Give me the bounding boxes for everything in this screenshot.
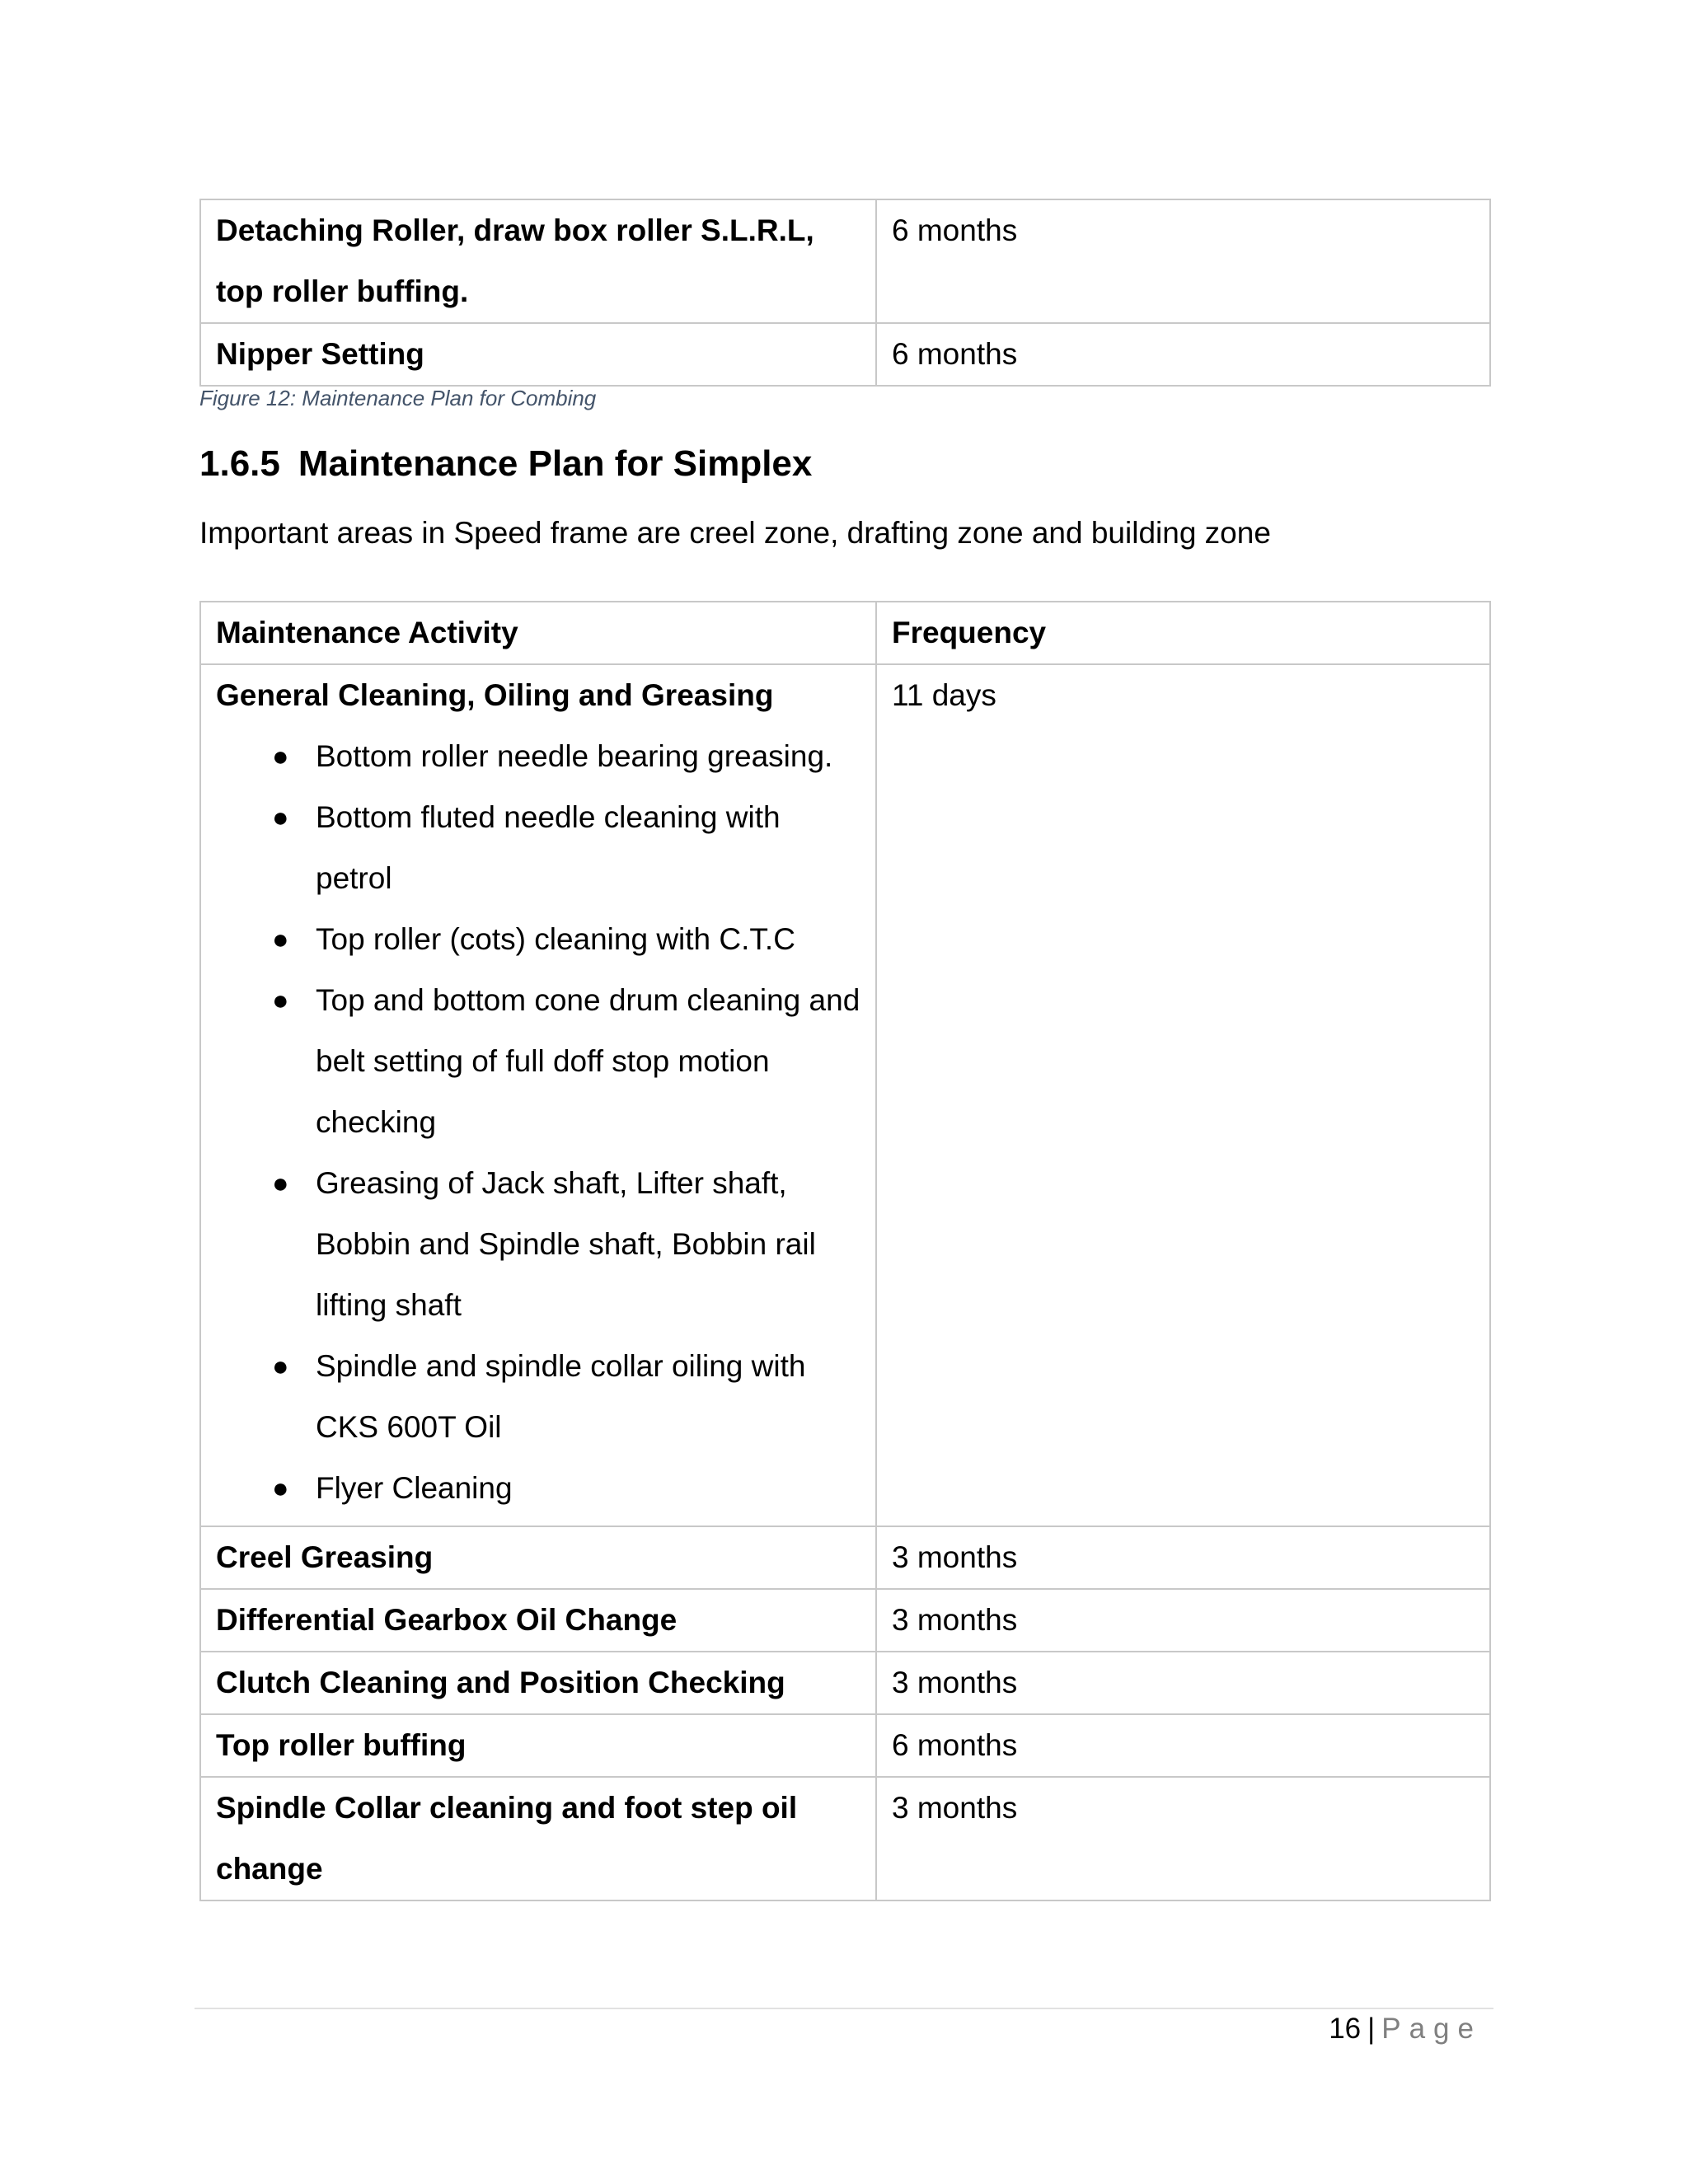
- activity-cell: Spindle Collar cleaning and foot step oil change: [200, 1777, 876, 1900]
- column-header-activity: Maintenance Activity: [200, 602, 876, 664]
- frequency-cell: 3 months: [876, 1526, 1490, 1589]
- list-item: ● Top and bottom cone drum cleaning and belt setting of full doff stop motion checking: [216, 970, 860, 1153]
- figure-caption: Figure 12: Maintenance Plan for Combing: [199, 386, 597, 410]
- table-row: [200, 199, 1490, 323]
- activity-cell: Top roller buffing: [200, 1714, 876, 1777]
- list-item: ● Bottom roller needle bearing greasing.: [216, 726, 860, 787]
- frequency-cell: 11 days: [876, 664, 1490, 1526]
- page-number: 16: [1329, 2013, 1362, 2045]
- bullet-icon: ●: [272, 802, 289, 833]
- list-item: ● Greasing of Jack shaft, Lifter shaft, Bobbin and Spindle shaft, Bobbin rail lifting shaft: [216, 1153, 860, 1336]
- page-footer: [1329, 2013, 1482, 2046]
- frequency-cell: 3 months: [876, 1652, 1490, 1714]
- bullet-icon: ●: [272, 1351, 289, 1382]
- list-item: ● Flyer Cleaning: [216, 1458, 860, 1519]
- table-row: [200, 1589, 1490, 1652]
- combing-maintenance-table: [199, 199, 1491, 387]
- frequency-cell: 6 months: [876, 323, 1490, 386]
- table-row: [200, 1526, 1490, 1589]
- table-row: [200, 1714, 1490, 1777]
- list-item: ● Bottom fluted needle cleaning with petrol: [216, 787, 860, 909]
- bullet-icon: ●: [272, 1473, 289, 1504]
- activity-cell: Creel Greasing: [200, 1526, 876, 1589]
- list-item: ● Spindle and spindle collar oiling with CKS 600T Oil: [216, 1336, 860, 1458]
- section-heading: [199, 443, 812, 485]
- bullet-icon: ●: [272, 985, 289, 1016]
- activity-cell: [200, 664, 876, 1526]
- frequency-cell: 6 months: [876, 1714, 1490, 1777]
- table-row: [200, 1777, 1490, 1900]
- intro-paragraph: Important areas in Speed frame are creel zone, drafting zone and building zone: [199, 516, 1271, 550]
- table-row: [200, 1652, 1490, 1714]
- section-title: Maintenance Plan for Simplex: [298, 443, 813, 484]
- activity-cell: Nipper Setting: [200, 323, 876, 386]
- bullet-list: [216, 726, 860, 1526]
- table-header-row: [200, 602, 1490, 664]
- table-row: [200, 323, 1490, 386]
- bullet-icon: ●: [272, 741, 289, 772]
- activity-title: General Cleaning, Oiling and Greasing: [216, 678, 774, 712]
- column-header-frequency: Frequency: [876, 602, 1490, 664]
- bullet-icon: ●: [272, 924, 289, 955]
- simplex-maintenance-table: [199, 601, 1491, 1901]
- frequency-cell: 6 months: [876, 199, 1490, 323]
- footer-divider: [195, 2008, 1493, 2009]
- bullet-icon: ●: [272, 1168, 289, 1199]
- activity-cell: Detaching Roller, draw box roller S.L.R.L, top roller buffing.: [200, 199, 876, 323]
- section-number: 1.6.5: [199, 443, 280, 484]
- activity-cell: Differential Gearbox Oil Change: [200, 1589, 876, 1652]
- table-row: [200, 664, 1490, 1526]
- activity-cell: Clutch Cleaning and Position Checking: [200, 1652, 876, 1714]
- frequency-cell: 3 months: [876, 1589, 1490, 1652]
- footer-separator: |: [1367, 2013, 1376, 2045]
- list-item: ● Top roller (cots) cleaning with C.T.C: [216, 909, 860, 970]
- frequency-cell: 3 months: [876, 1777, 1490, 1900]
- page-label: Page: [1381, 2013, 1482, 2045]
